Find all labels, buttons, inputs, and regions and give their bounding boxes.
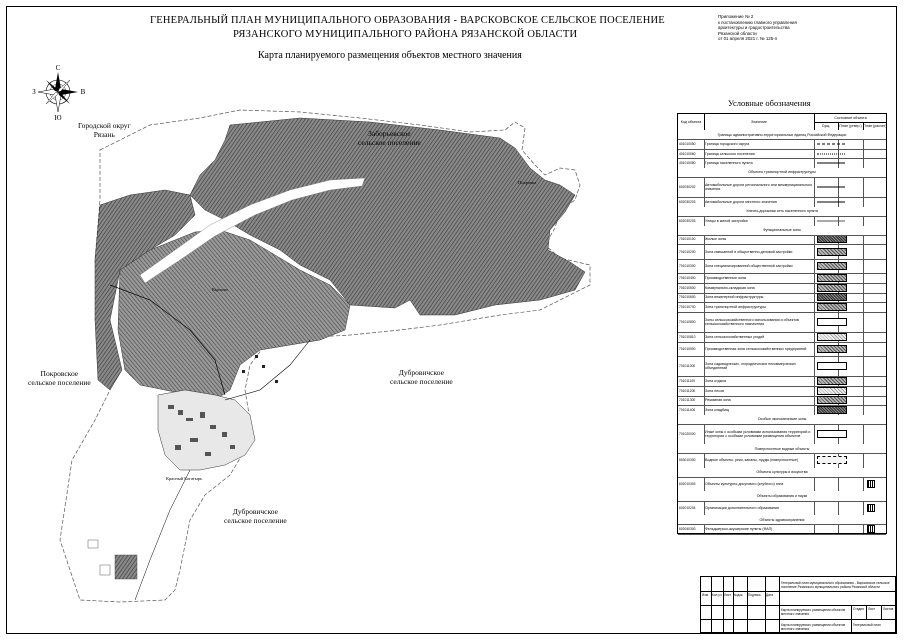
legend-section-title: Улично-дорожная сеть населенного пункта <box>746 209 818 214</box>
legend-section-title: Поверхностные водные объекты <box>754 446 810 451</box>
compass-rose-icon <box>38 72 78 112</box>
label-dubrovichskoe-south <box>224 507 287 525</box>
stamp-line <box>866 605 867 619</box>
legend-name: Зона садоводческих, огороднических некоммерческих объединений <box>705 362 796 371</box>
legend-name: Организации дополнительного образования <box>705 505 779 510</box>
label-ryazan <box>78 121 131 139</box>
legend-symbol-road <box>817 201 845 202</box>
legend-code: 602010303 <box>679 482 696 487</box>
legend-table <box>677 113 887 534</box>
legend-symbol-hatch <box>817 396 847 404</box>
legend-section <box>678 468 886 478</box>
legend-row <box>678 501 886 517</box>
stamp-line <box>701 619 897 620</box>
label-pokrovskoe-text: Покровское сельское поселение <box>28 369 91 387</box>
label-dubrovichskoe-east <box>390 368 453 386</box>
legend-name: Зона смешанной и общественно-деловой застройки <box>705 249 793 254</box>
legend-code: 701010700 <box>679 305 696 310</box>
legend-section <box>678 415 886 425</box>
legend-code: 701010100 <box>679 237 696 242</box>
legend-code: 701010200 <box>679 249 696 254</box>
stamp-bottom-left: Карта планируемого размещения объектов местного значения <box>781 623 846 631</box>
legend-symbol-icon <box>867 504 875 512</box>
legend-section-title: Объекты образования и науки <box>756 494 808 499</box>
legend-section <box>678 515 886 525</box>
legend-symbol-box <box>817 430 847 438</box>
legend-section-title: Объекты культуры и искусства <box>756 470 808 475</box>
stamp-stage: Стадия <box>853 607 864 611</box>
legend-code: 401010050 <box>679 141 696 146</box>
label-zaborievskoe <box>358 129 421 147</box>
stamp-line <box>711 577 712 634</box>
label-varskovo: Варсково <box>212 287 228 292</box>
legend-header <box>678 114 886 131</box>
legend-symbol-hatch <box>817 262 847 270</box>
compass-north-label: С <box>55 64 61 72</box>
legend-symbol-hatch <box>817 377 847 385</box>
stamp-column-label: Дата <box>766 593 774 597</box>
legend-code: 701011000 <box>679 364 696 369</box>
compass-west-label: З <box>32 88 36 96</box>
legend-code: 701011100 <box>679 379 696 384</box>
legend-name: Жилые зоны <box>705 237 727 242</box>
stamp-line <box>701 591 897 592</box>
legend-name: Зона лесов <box>705 388 724 393</box>
legend-code: 701010900 <box>679 346 696 351</box>
stamp-line <box>881 605 882 619</box>
legend-code: 602030203 <box>679 199 696 204</box>
legend-symbol-dashdot <box>817 153 845 154</box>
legend-symbol-water <box>817 456 847 464</box>
legend-header-existing: Сущ. <box>814 122 839 130</box>
legend-symbol-dash <box>817 143 845 144</box>
legend-code: 701020000 <box>679 431 696 436</box>
legend-section <box>678 444 886 454</box>
legend-symbol-hatch-dense <box>817 235 847 243</box>
legend-section <box>678 168 886 178</box>
stamp-line <box>747 577 748 634</box>
label-dubrovichskoe-south-text: Дубровичское сельское поселение <box>224 507 287 525</box>
stamp-line <box>701 605 897 606</box>
legend-name: Зона специализированной общественной застройки <box>705 264 793 269</box>
stamp-bottom-right: Генеральный план <box>853 623 881 627</box>
stamp-sheets: Листов <box>883 607 894 611</box>
approval-line: архитектуры и градостроительства <box>718 25 790 31</box>
legend-name: Режимная зона <box>705 398 731 403</box>
legend-title: Условные обозначения <box>728 98 811 108</box>
legend-symbol-box <box>817 318 847 326</box>
legend-code: 503010300 <box>679 458 696 463</box>
label-zaborievskoe-text: Заборьевское сельское поселение <box>358 129 421 147</box>
legend-symbol-hatch <box>817 274 847 282</box>
legend-header-status: Состояние объекта <box>814 114 887 123</box>
legend-row <box>678 424 886 445</box>
stamp-main-text: Генеральный план муниципального образования - Варсковское сельское поселение Рязанского муниципального района Рязанской области <box>781 581 890 589</box>
stamp-column-label: Изм. <box>702 593 709 597</box>
legend-code: 701010300 <box>679 264 696 269</box>
legend-section-title: Функциональные зоны <box>763 228 801 233</box>
legend-row <box>678 342 886 358</box>
legend-row <box>678 356 886 377</box>
legend-name: Автомобильные дороги регионального или межмуниципального значения <box>705 183 813 192</box>
label-pokrovka: Покровка <box>518 180 537 185</box>
legend-symbol-hatch <box>817 248 847 256</box>
legend-section-title: Границы административно-территориальных единиц Российской Федерации <box>717 132 847 137</box>
legend-row <box>678 312 886 333</box>
legend-name: Граница сельского поселения <box>705 151 755 156</box>
legend-row <box>678 259 886 275</box>
title-line-1: ГЕНЕРАЛЬНЫЙ ПЛАН МУНИЦИПАЛЬНОГО ОБРАЗОВАНИЯ - ВАРСКОВСКОЕ СЕЛЬСКОЕ ПОСЕЛЕНИЕ <box>150 15 665 26</box>
approval-line: от 01 апреля 2021 г. № 125-п <box>718 36 777 42</box>
label-ryazan-text: Городской округ Рязань <box>78 121 131 139</box>
legend-name: Производственные зоны <box>705 276 747 281</box>
map-subtitle: Карта планируемого размещения объектов местного значения <box>258 50 522 61</box>
legend-section <box>678 226 886 236</box>
legend-code: 401010080 <box>679 161 696 166</box>
stamp-line <box>765 577 766 634</box>
approval-line: Приложение № 2 <box>718 14 754 19</box>
legend-name: Зона кладбищ <box>705 407 729 412</box>
stamp-line <box>723 577 724 634</box>
legend-symbol-hatch <box>817 284 847 292</box>
legend-header-planned: План (утвер.) <box>838 122 864 130</box>
legend-section <box>678 130 886 140</box>
legend-symbol-icon <box>867 525 875 533</box>
label-pokrovskoe <box>28 369 91 387</box>
legend-row <box>678 477 886 493</box>
legend-code: 401010060 <box>679 151 696 156</box>
legend-name: Улицы в жилой застройке <box>705 218 748 223</box>
legend-symbol-line <box>817 163 845 164</box>
legend-symbol-hatch-light <box>817 387 847 395</box>
legend-symbol-icon <box>867 480 875 488</box>
legend-section <box>678 491 886 501</box>
legend-name: Зоны сельскохозяйственного использования и объектов сельскохозяйственного назначения <box>705 317 799 326</box>
legend-code: 602030202 <box>679 185 696 190</box>
legend-symbol-road <box>817 187 845 188</box>
legend-code: 602010204 <box>679 505 696 510</box>
stamp-line <box>733 577 734 634</box>
legend-section-title: Объекты здравоохранения <box>759 517 805 522</box>
legend-symbol-hatch-light <box>817 333 847 341</box>
legend-symbol-box <box>817 362 847 370</box>
legend-name: Производственная зона сельскохозяйственных предприятий <box>705 346 807 351</box>
legend-name: Автомобильные дороги местного значения <box>705 199 777 204</box>
stamp-column-label: №док. <box>734 593 744 597</box>
legend-code: 701010400 <box>679 276 696 281</box>
stamp-sheet-text: Карта планируемого размещения объектов местного значения <box>781 608 846 616</box>
legend-symbol-hatch-dense <box>817 406 847 414</box>
stamp-line <box>779 577 780 634</box>
legend-name: Зона инженерной инфраструктуры <box>705 295 764 300</box>
legend-code: 701010600 <box>679 295 696 300</box>
approval-line: к постановлению главного управления <box>718 19 797 25</box>
legend-name: Фельдшерско-акушерские пункты (ФАП) <box>705 527 773 532</box>
label-krasny-bogatyr: Красный Богатырь <box>166 476 203 481</box>
legend-code: 701011300 <box>679 398 696 403</box>
legend-section-title: Объекты транспортной инфраструктуры <box>748 170 816 175</box>
legend-row <box>678 524 886 535</box>
legend-code: 602030203 <box>679 218 696 223</box>
legend-header-code: Код объекта <box>678 114 705 130</box>
legend-header-name: Значение <box>704 114 815 130</box>
legend-symbol-hatch <box>817 303 847 311</box>
legend-code: 701011200 <box>679 388 696 393</box>
stamp-column-label: Лист <box>724 593 731 597</box>
compass-south-label: Ю <box>54 114 62 122</box>
legend-name: Водные объекты, реки, каналы, пруды (поверхностные) <box>705 458 799 463</box>
legend-symbol-thin <box>817 220 845 221</box>
legend-name: Объекты культурно-досугового (клубного) типа <box>705 482 784 487</box>
title-block <box>700 576 896 633</box>
label-dubrovichskoe-east-text: Дубровичское сельское поселение <box>390 368 453 386</box>
legend-name: Зона отдыха <box>705 379 727 384</box>
legend-code: 701010500 <box>679 285 696 290</box>
legend-section <box>678 207 886 217</box>
legend-code: 701011400 <box>679 407 696 412</box>
stamp-line <box>851 605 852 634</box>
legend-header-calc: План (расчет) <box>863 124 887 128</box>
stamp-column-label: Подпись <box>748 593 761 597</box>
legend-row <box>678 177 886 198</box>
legend-name: Коммунально-складская зона <box>705 285 755 290</box>
legend-code: 701010800 <box>679 319 696 324</box>
legend-symbol-hatch-dense <box>817 293 847 301</box>
legend-name: Граница городского округа <box>705 141 750 146</box>
approval-line: Рязанской области <box>718 30 757 36</box>
legend-code: 701010810 <box>679 334 696 339</box>
title-line-2: РЯЗАНСКОГО МУНИЦИПАЛЬНОГО РАЙОНА РЯЗАНСКОЙ ОБЛАСТИ <box>233 29 578 40</box>
legend-name: Зона транспортной инфраструктуры <box>705 305 766 310</box>
legend-name: Граница населенного пункта <box>705 161 753 166</box>
legend-symbol-hatch <box>817 345 847 353</box>
stamp-sheet: Лист <box>868 607 875 611</box>
stamp-column-label: Кол.уч <box>712 593 722 597</box>
compass-east-label: В <box>80 88 86 96</box>
legend-name: Иные зоны с особыми условиями использования территорий и территории с особыми условиями размещения объектов <box>705 429 811 438</box>
legend-code: 602040300 <box>679 527 696 532</box>
legend-name: Зона сельскохозяйственных угодий <box>705 334 765 339</box>
legend-section-title: Особые экономические зоны <box>757 417 807 422</box>
legend-row <box>678 244 886 260</box>
legend-row <box>678 453 886 469</box>
